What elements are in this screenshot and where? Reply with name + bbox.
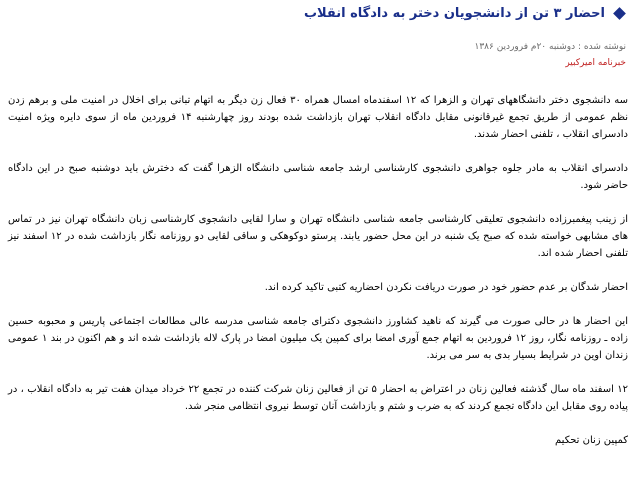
paragraph: ۱۲ اسفند ماه سال گذشته فعالین زنان در اعتراض به احضار ۵ تن از فعالین زنان شرکت کننده در تجمع ۲۲ خرداد میدان هفت تیر به دادگاه انقلاب ، در پیاده روی مقابل این دادگاه تجمع کردند که به ضرب و شتم و بازداشت آنان توسط نیروی انتظامی منجر شد. (8, 384, 629, 412)
paragraph: احضار شدگان بر عدم حضور خود در صورت دریافت نکردن احضاریه کتبی تاکید کرده اند. (264, 282, 628, 293)
article-signature: کمپین زنان تحکیم (555, 435, 628, 446)
article-title: احضار ۳ تن از دانشجویان دختر به دادگاه انقلاب (303, 6, 605, 21)
article-meta: نوشته شده : دوشنبه ۲۰م فروردین ۱۳۸۶ (474, 42, 626, 52)
paragraph: این احضار ها در حالی صورت می گیرند که ناهید کشاورز دانشجوی دکترای جامعه شناسی مدرسه عالی مطالعات اجتماعی پاریس و محبوبه حسین زاده ـ روزنامه نگار، روز ۱۲ فروردین به اتهام جمع آوری امضا برای کمپین یک میلیون امضا در پارک لاله بازداشت شده اند و هم اکنون در بند ۱ عمومی زندان اوین در شرایط بسیار بدی به سر می برند. (8, 316, 628, 361)
paragraph: سه دانشجوی دختر دانشگاههای تهران و الزهرا که ۱۲ اسفندماه امسال همراه ۳۰ فعال زن دیگر به اتهام تبانی برای اخلال در امنیت ملی و برهم زدن نظم عمومی از طریق تجمع غیرقانونی مقابل دادگاه انقلاب تهران بازداشت شده بودند روز چهارشنبه ۱۴ فروردین ماه از سوی دایره ویژه امنیت دادسرای انقلاب ، تلفنی احضار شدند. (8, 95, 628, 140)
article-header (8, 6, 628, 21)
paragraph: از زینب پیغمبرزاده دانشجوی تعلیقی کارشناسی جامعه شناسی دانشگاه تهران و سارا لقایی دانشجوی کارشناسی زبان دانشگاه تهران نیز در تماس های مشابهی خواسته شده که صبح یک شنبه در این محل حضور یابند. پرستو دوکوهکی و ساقی لقایی دو روزنامه نگار بازداشت شده در ۱۲ اسفند نیز تلفنی احضار شده اند. (8, 214, 628, 259)
paragraph: دادسرای انقلاب به مادر جلوه جواهری دانشجوی کارشناسی ارشد جامعه شناسی دانشگاه الزهرا گفت که دخترش باید دوشنبه صبح در این دادگاه حاضر شود. (8, 163, 628, 191)
article-body (8, 92, 628, 466)
article-source[interactable]: خبرنامه امیرکبیر (565, 58, 626, 68)
diamond-bullet-icon (613, 7, 626, 20)
